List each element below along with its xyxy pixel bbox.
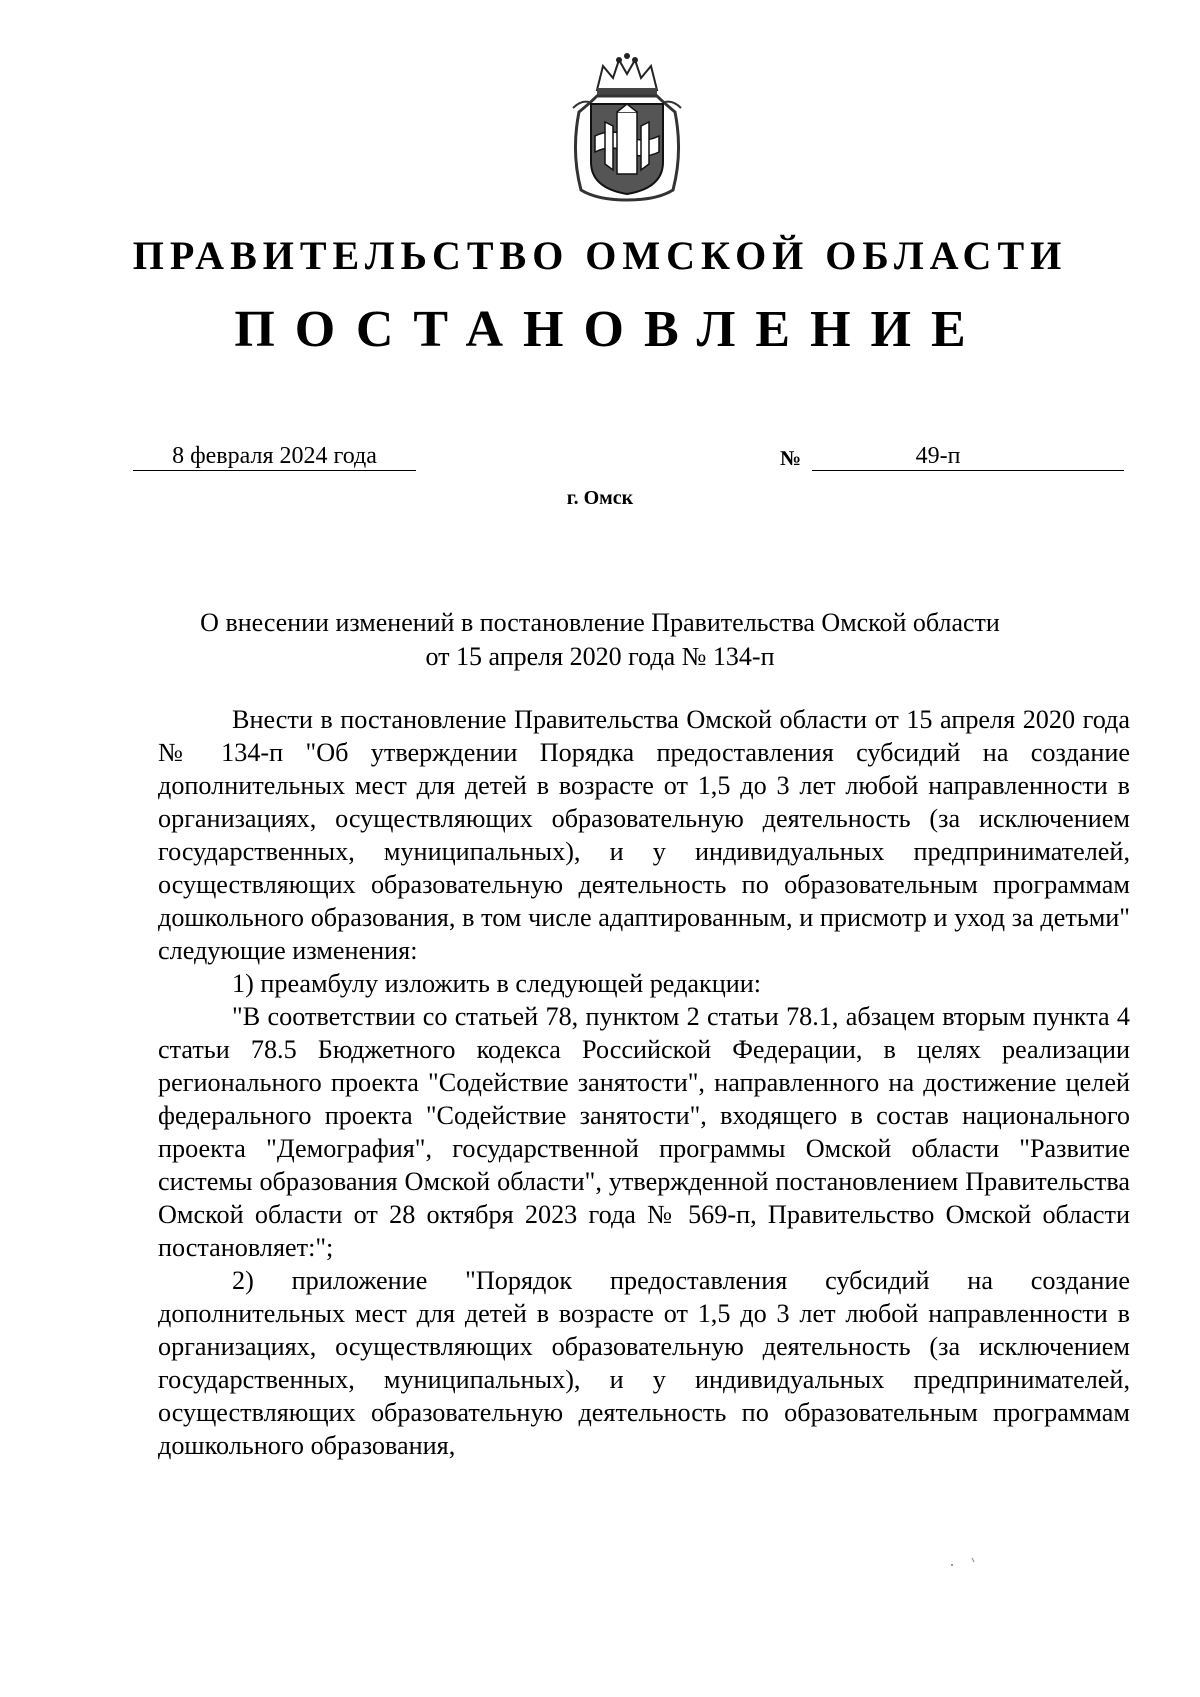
document-number-field [812, 442, 1124, 471]
government-title: ПРАВИТЕЛЬСТВО ОМСКОЙ ОБЛАСТИ [132, 233, 1068, 278]
intro-paragraph: Внести в постановление Правительства Омской области от 15 апреля 2020 года № 134-п "Об утверждении Порядка предоставления субсидий на создание дополнительных мест для детей в возрасте от 1,5 до 3 лет любой направленности в организациях, осуществляющих образовательную деятельность (за исключением государственных, муниципальных), и у индивидуальных предпринимателей, осуществляющих образовательную деятельность по образовательным программам дошкольного образования, в том числе адаптированным, и присмотр и уход за детьми" следующие изменения: [158, 705, 1130, 965]
item-1-paragraph: 1) преамбулу изложить в следующей редакции: [232, 969, 762, 998]
quote-paragraph: "В соответствии со статьей 78, пунктом 2 статьи 78.1, абзацем вторым пункта 4 статьи 78.5 Бюджетного кодекса Российской Федерации, в целях реализации регионального проекта "Содействие занятости", направленного на достижение целей федерального проекта "Содействие занятости", входящего в состав национального проекта "Демография", государственной программы Омской области "Развитие системы образования Омской области", утвержденной постановлением Правительства Омской области от 28 октября 2023 года № 569-п, Правительство Омской области постановляет:"; [158, 1002, 1130, 1262]
document-subject [150, 606, 1050, 674]
document-date: 8 февраля 2024 года [133, 442, 416, 471]
subject-line-1: О внесении изменений в постановление Правительства Омской области [200, 608, 1000, 637]
omsk-coat-of-arms-icon [567, 52, 687, 202]
document-type-title: ПОСТАНОВЛЕНИЕ [234, 301, 986, 358]
item-2-paragraph: 2) приложение "Порядок предоставления субсидий на создание дополнительных мест для детей в возрасте от 1,5 до 3 лет любой направленности в организациях, осуществляющих образовательную деятельность (за исключением государственных, муниципальных), и у индивидуальных предпринимателей, осуществляющих образовательную деятельность по образовательным программам дошкольного образования, [158, 1266, 1130, 1460]
number-sign: № [780, 446, 802, 470]
document-number: 49-п [915, 443, 961, 469]
city-label: г. Омск [566, 487, 634, 509]
document-body [158, 703, 1130, 1462]
subject-line-2: от 15 апреля 2020 года № 134-п [425, 642, 775, 671]
scan-mark [948, 1556, 978, 1568]
